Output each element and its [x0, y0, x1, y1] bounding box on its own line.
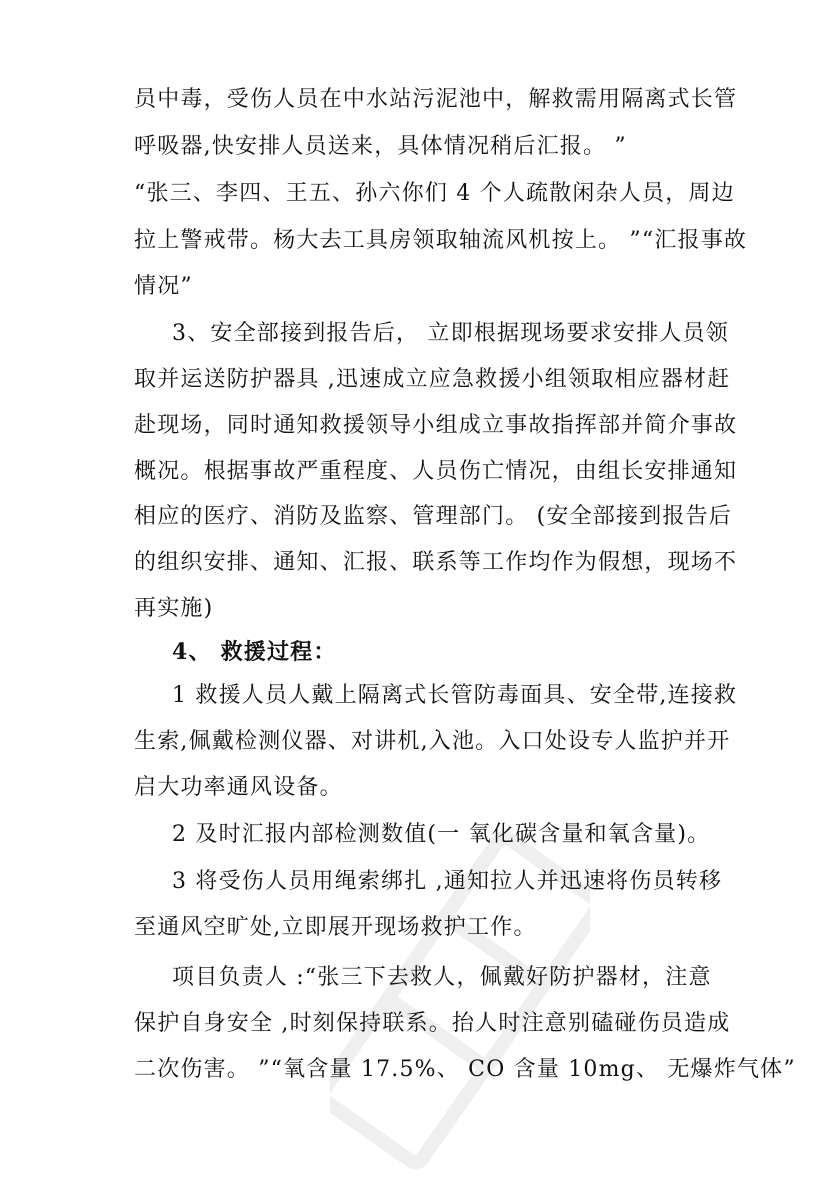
text-line: 的组织安排、通知、汇报、联系等工作均作为假想，现场不: [134, 550, 738, 575]
text-line: 赴现场，同时通知救援领导小组成立事故指挥部并简介事故: [134, 413, 738, 438]
text-line: 情况”: [134, 274, 193, 299]
text-line: 呼吸器,快安排人员送来，具体情况稍后汇报。 ”: [134, 134, 627, 159]
text-line: 概况。根据事故严重程度、人员伤亡情况，由组长安排通知: [134, 459, 738, 484]
section-heading: 4、 救援过程：: [172, 639, 337, 665]
text-line: 1 救援人员人戴上隔离式长管防毒面具、安全带,连接救: [172, 683, 738, 708]
text-line: 取并运送防护器具 ,迅速成立应急救援小组领取相应器材赶: [134, 367, 731, 392]
text-line: 生索,佩戴检测仪器、对讲机,入池。入口处设专人监护并开: [134, 729, 731, 754]
text-line: 再实施): [134, 596, 214, 621]
text-line: 二次伤害。 ”“氧含量 17.5%、 CO 含量 10mg、 无爆炸气体”: [134, 1057, 796, 1082]
text-line: 项目负责人 :“张三下去救人，佩戴好防护器材，注意: [172, 965, 712, 990]
text-line: 员中毒，受伤人员在中水站污泥池中，解救需用隔离式长管: [134, 87, 738, 112]
text-line: 拉上警戒带。杨大去工具房领取轴流风机按上。 ”“汇报事故: [134, 228, 748, 253]
text-line: 3 将受伤人员用绳索绑扎 ,通知拉人并迅速将伤员转移: [172, 869, 723, 894]
text-line: 至通风空旷处,立即展开现场救护工作。: [134, 915, 537, 940]
text-line: 3、安全部接到报告后， 立即根据现场要求安排人员领: [172, 321, 729, 346]
text-line: 相应的医疗、消防及监察、管理部门。 (安全部接到报告后: [134, 504, 732, 529]
text-line: 保护自身安全 ,时刻保持联系。抬人时注意别磕碰伤员造成: [134, 1011, 731, 1036]
text-line: 2 及时汇报内部检测数值(一 氧化碳含量和氧含量)。: [172, 822, 711, 847]
text-line: 启大功率通风设备。: [134, 775, 343, 800]
text-line: “张三、李四、王五、孙六你们 4 个人疏散闲杂人员，周边: [134, 181, 735, 206]
